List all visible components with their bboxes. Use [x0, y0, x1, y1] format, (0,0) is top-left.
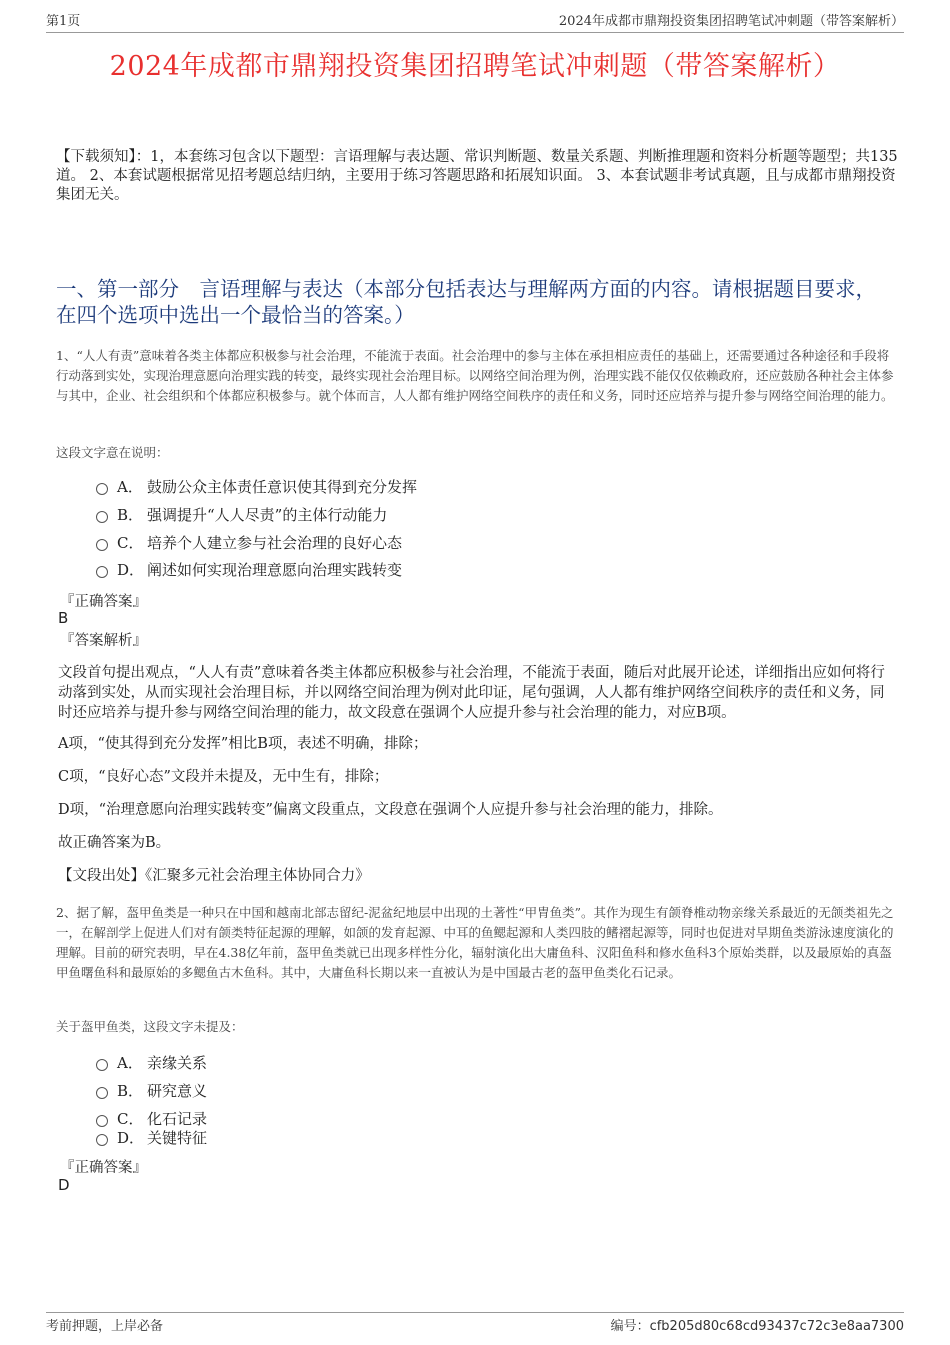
question-1-option-a[interactable]	[96, 476, 417, 497]
question-2-text: 2、据了解，盔甲鱼类是一种只在中国和越南北部志留纪-泥盆纪地层中出现的土著性“甲胄鱼类”。其作为现生有颌脊椎动物亲缘关系最近的无颌类祖先之一，在解剖学上促进人们对有颌类特征起源的理解，如颌的发育起源、中耳的鱼鳃起源和人类四肢的鳍褶起源等，同时也促进对早期鱼类游泳速度演化的理解。目前的研究表明，早在4.38亿年前，盔甲鱼类就已出现多样性分化，辐射演化出大庸鱼科、汉阳鱼科和修水鱼科3个原始类群，以及最原始的真盔甲鱼曙鱼科和最原始的多鳃鱼古木鱼科。其中，大庸鱼科长期以来一直被认为是中国最古老的盔甲鱼类化石记录。	[56, 905, 894, 980]
analysis-paragraph: A项，“使其得到充分发挥”相比B项，表述不明确，排除；	[58, 736, 428, 752]
download-notice: 【下载须知】：1，本套练习包含以下题型：言语理解与表达题、常识判断题、数量关系题、判断推理题和资料分析题等题型；共135道。 2、本套试题根据常见招考题总结归纳，主要用于练习答题思路和拓展知识面。 3、本套试题非考试真题，且与成都市鼎翔投资集团无关。	[56, 149, 898, 203]
footer-slogan: 考前押题，上岸必备	[46, 1319, 164, 1334]
analysis-source: 【文段出处】《汇聚多元社会治理主体协同合力》	[58, 868, 370, 884]
option-text: 化石记录	[147, 1110, 208, 1128]
header-doc-title: 2024年成都市鼎翔投资集团招聘笔试冲刺题（带答案解析）	[558, 14, 904, 29]
option-text: 亲缘关系	[147, 1054, 208, 1072]
page-header	[46, 10, 904, 33]
analysis-paragraph: 故正确答案为B。	[58, 835, 171, 851]
question-2-option-b[interactable]	[96, 1080, 207, 1101]
question-1-text: 1、“人人有责”意味着各类主体都应积极参与社会治理，不能流于表面。社会治理中的参与主体在承担相应责任的基础上，还需要通过各种途径和手段将行动落到实处，实现治理意愿向治理实践的转变，最终实现社会治理目标。以网络空间治理为例，治理实践不能仅仅依赖政府，还应鼓励各种社会主体参与其中，企业、社会组织和个体都应积极参与。就个体而言，人人都有维护网络空间秩序的责任和义务，同时还应培养与提升参与网络空间治理的能力。	[56, 348, 894, 403]
code-label: 编号：	[610, 1319, 650, 1334]
question-1-analysis-label: 『答案解析』	[60, 633, 147, 649]
option-letter: C．	[117, 1110, 144, 1128]
document-title: 2024年成都市鼎翔投资集团招聘笔试冲刺题（带答案解析）	[109, 51, 841, 82]
question-2-answer-label: 『正确答案』	[60, 1160, 147, 1176]
radio-button-icon[interactable]	[96, 539, 108, 551]
radio-button-icon[interactable]	[96, 1115, 108, 1127]
option-letter: C．	[117, 534, 144, 552]
option-text: 鼓励公众主体责任意识使其得到充分发挥	[147, 478, 418, 496]
radio-button-icon[interactable]	[96, 1087, 108, 1099]
question-1-answer: B	[58, 609, 69, 627]
radio-button-icon[interactable]	[96, 1134, 108, 1146]
option-text: 强调提升“人人尽责”的主体行动能力	[147, 506, 388, 524]
analysis-paragraph: 文段首句提出观点，“人人有责”意味着各类主体都应积极参与社会治理，不能流于表面，随后对此展开论述，详细指出应如何将行动落到实处，从而实现社会治理目标，并以网络空间治理为例对此印证，尾句强调，人人都有维护网络空间秩序的责任和义务，同时还应培养与提升参与网络空间治理的能力，故文段意在强调个人应提升参与社会治理的能力，对应B项。	[58, 665, 885, 721]
page-number: 第1页	[46, 14, 81, 29]
question-1-answer-label: 『正确答案』	[60, 594, 147, 610]
analysis-paragraph: C项，“良好心态”文段并未提及，无中生有，排除；	[58, 769, 389, 785]
question-2-answer: D	[58, 1176, 70, 1194]
radio-button-icon[interactable]	[96, 483, 108, 495]
option-letter: A．	[117, 1054, 143, 1072]
question-1-option-d[interactable]	[96, 559, 402, 580]
question-2-prompt: 关于盔甲鱼类，这段文字未提及：	[56, 1019, 244, 1034]
question-2-option-a[interactable]	[96, 1052, 207, 1073]
radio-button-icon[interactable]	[96, 511, 108, 523]
option-letter: B．	[117, 1082, 144, 1100]
question-2-option-d[interactable]	[96, 1127, 207, 1148]
question-2-option-c[interactable]	[96, 1108, 207, 1129]
question-1-prompt: 这段文字意在说明：	[56, 445, 169, 460]
radio-button-icon[interactable]	[96, 1059, 108, 1071]
option-letter: B．	[117, 506, 144, 524]
option-text: 培养个人建立参与社会治理的良好心态	[147, 534, 403, 552]
section-heading: 一、第一部分 言语理解与表达（本部分包括表达与理解两方面的内容。请根据题目要求，在四个选项中选出一个最恰当的答案。）	[56, 277, 876, 327]
option-letter: A．	[117, 478, 143, 496]
option-text: 阐述如何实现治理意愿向治理实践转变	[147, 561, 403, 579]
question-1-option-c[interactable]	[96, 532, 402, 553]
question-1-option-b[interactable]	[96, 504, 387, 525]
analysis-paragraph: D项，“治理意愿向治理实践转变”偏离文段重点，文段意在强调个人应提升参与社会治理的能力，排除。	[58, 802, 723, 818]
radio-button-icon[interactable]	[96, 566, 108, 578]
document-code	[611, 1315, 904, 1334]
option-letter: D．	[117, 561, 145, 579]
option-letter: D．	[117, 1129, 145, 1147]
option-text: 关键特征	[147, 1129, 208, 1147]
option-text: 研究意义	[147, 1082, 208, 1100]
page-footer	[46, 1312, 904, 1334]
code-value: cfb205d80c68cd93437c72c3e8aa7300	[649, 1319, 904, 1334]
